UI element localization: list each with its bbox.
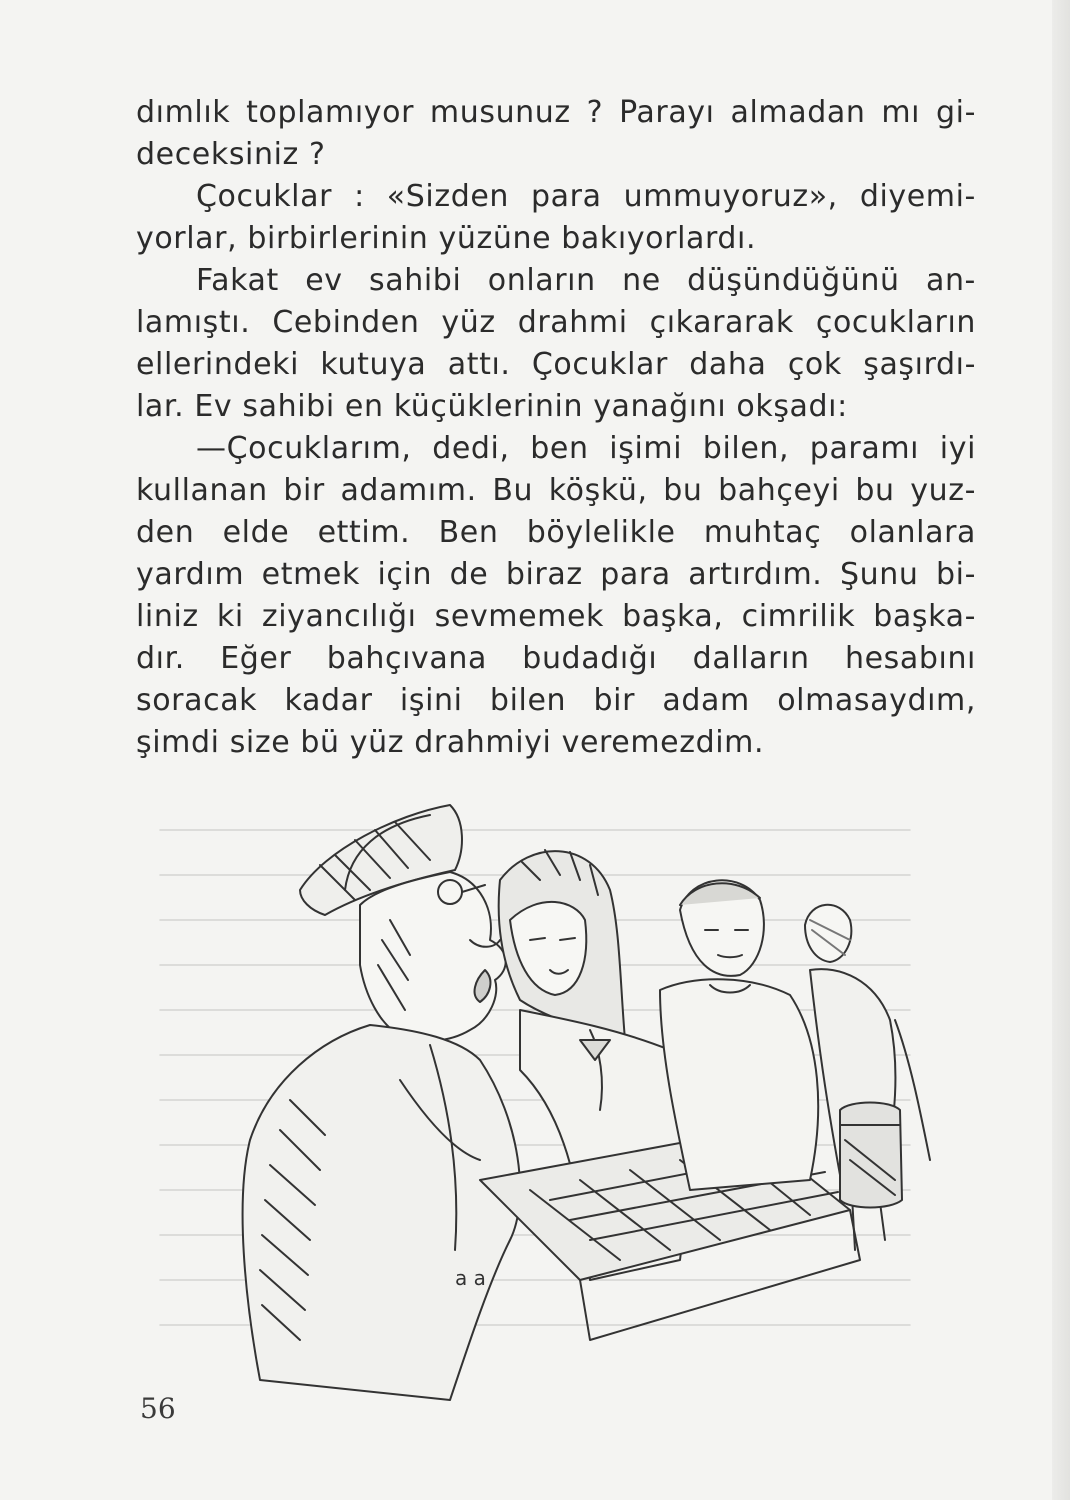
text-line: ellerindeki kutuya attı. Çocuklar daha çok şaşırdı-: [136, 347, 976, 382]
page-edge: [1052, 0, 1070, 1500]
text-line: den elde ettim. Ben böylelikle muhtaç olanlara: [136, 515, 976, 550]
text-line: Fakat ev sahibi onların ne düşündüğünü an-: [196, 263, 976, 298]
text-line: lar. Ev sahibi en küçüklerinin yanağını okşadı:: [136, 389, 848, 424]
svg-text:a a: a a: [455, 1266, 486, 1290]
illustration-man-and-children: [150, 780, 950, 1420]
man-coat: [243, 1025, 520, 1400]
text-line: deceksiniz ?: [136, 137, 326, 172]
boy-sweater: [660, 880, 818, 1190]
text-line: Çocuklar : «Sizden para ummuyoruz», diyemi-: [196, 179, 976, 214]
text-line: lamıştı. Cebinden yüz drahmi çıkararak çocukların: [136, 305, 976, 340]
text-line: kullanan bir adamım. Bu köşkü, bu bahçeyi bu yuz-: [136, 473, 976, 508]
body-text: [136, 92, 976, 764]
text-line: —Çocuklarım, dedi, ben işimi bilen, paramı iyi: [196, 431, 976, 466]
text-line: şimdi size bü yüz drahmiyi veremezdim.: [136, 725, 765, 760]
text-line: dımlık toplamıyor musunuz ? Parayı almadan mı gi-: [136, 95, 976, 130]
text-line: yardım etmek için de biraz para artırdım. Şunu bi-: [136, 557, 976, 592]
text-line: soracak kadar işini bilen bir adam olmasaydım,: [136, 683, 976, 718]
man-head: [360, 872, 506, 1041]
text-line: dır. Eğer bahçıvana budadığı dalların hesabını: [136, 641, 976, 676]
text-line: liniz ki ziyancılığı sevmemek başka, cimrilik başka-: [136, 599, 976, 634]
page-number: 56: [140, 1392, 176, 1425]
text-line: yorlar, birbirlerinin yüzüne bakıyorlardı.: [136, 221, 757, 256]
